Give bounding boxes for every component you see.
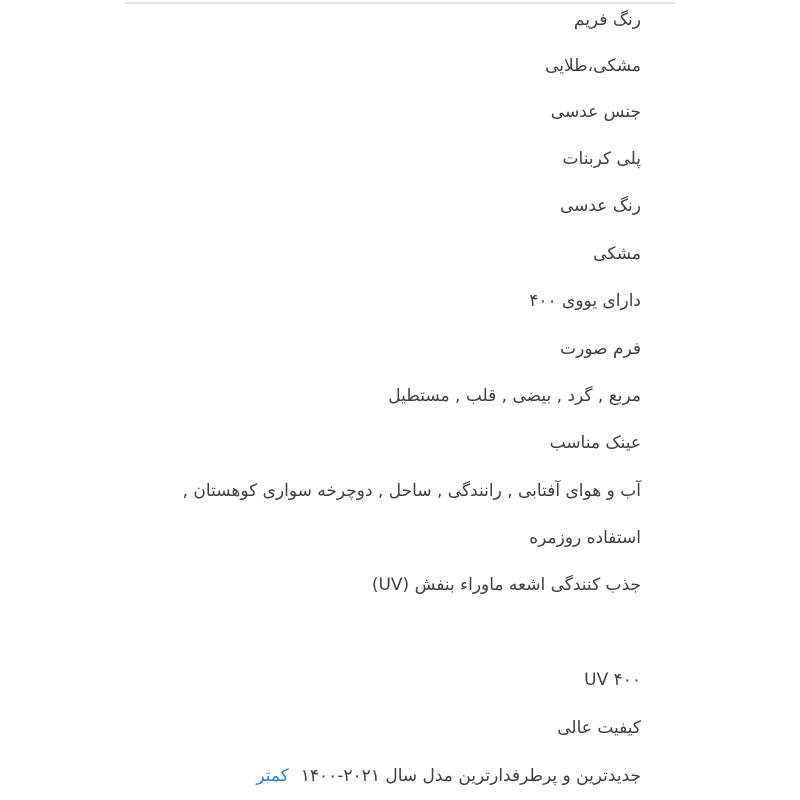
face-shape-value: مربع , گرد , بیضی , قلب , مستطیل bbox=[388, 386, 641, 406]
quality: کیفیت عالی bbox=[557, 718, 641, 738]
suitable-value: آب و هوای آفتابی , رانندگی , ساحل , دوچرخه سواری کوهستان , bbox=[182, 481, 641, 501]
suitable-label: عینک مناسب bbox=[549, 433, 641, 453]
newest-model-row bbox=[256, 764, 641, 788]
frame-color-value: مشکی،طلایی bbox=[545, 56, 641, 76]
uv-absorption: جذب کنندگی اشعه ماوراء بنفش (UV) bbox=[371, 575, 641, 595]
uv-line: دارای یووی ۴۰۰ bbox=[529, 291, 641, 311]
lens-color-label: رنگ عدسی bbox=[559, 196, 641, 216]
lens-color-value: مشکی bbox=[593, 244, 641, 264]
newest-model-text: جدیدترین و پرطرفدارترین مدل سال ۲۰۲۱-۱۴۰۰ bbox=[300, 766, 641, 786]
uv-rating: UV ۴۰۰ bbox=[584, 670, 641, 690]
frame-color-label: رنگ فریم bbox=[573, 10, 641, 30]
top-divider bbox=[124, 2, 676, 4]
less-link[interactable]: کمتر bbox=[256, 766, 289, 786]
lens-material-label: جنس عدسی bbox=[550, 102, 641, 122]
lens-material-value: پلی کربنات bbox=[562, 149, 641, 169]
daily-use: استفاده روزمره bbox=[529, 528, 641, 548]
face-shape-label: فرم صورت bbox=[560, 339, 641, 359]
